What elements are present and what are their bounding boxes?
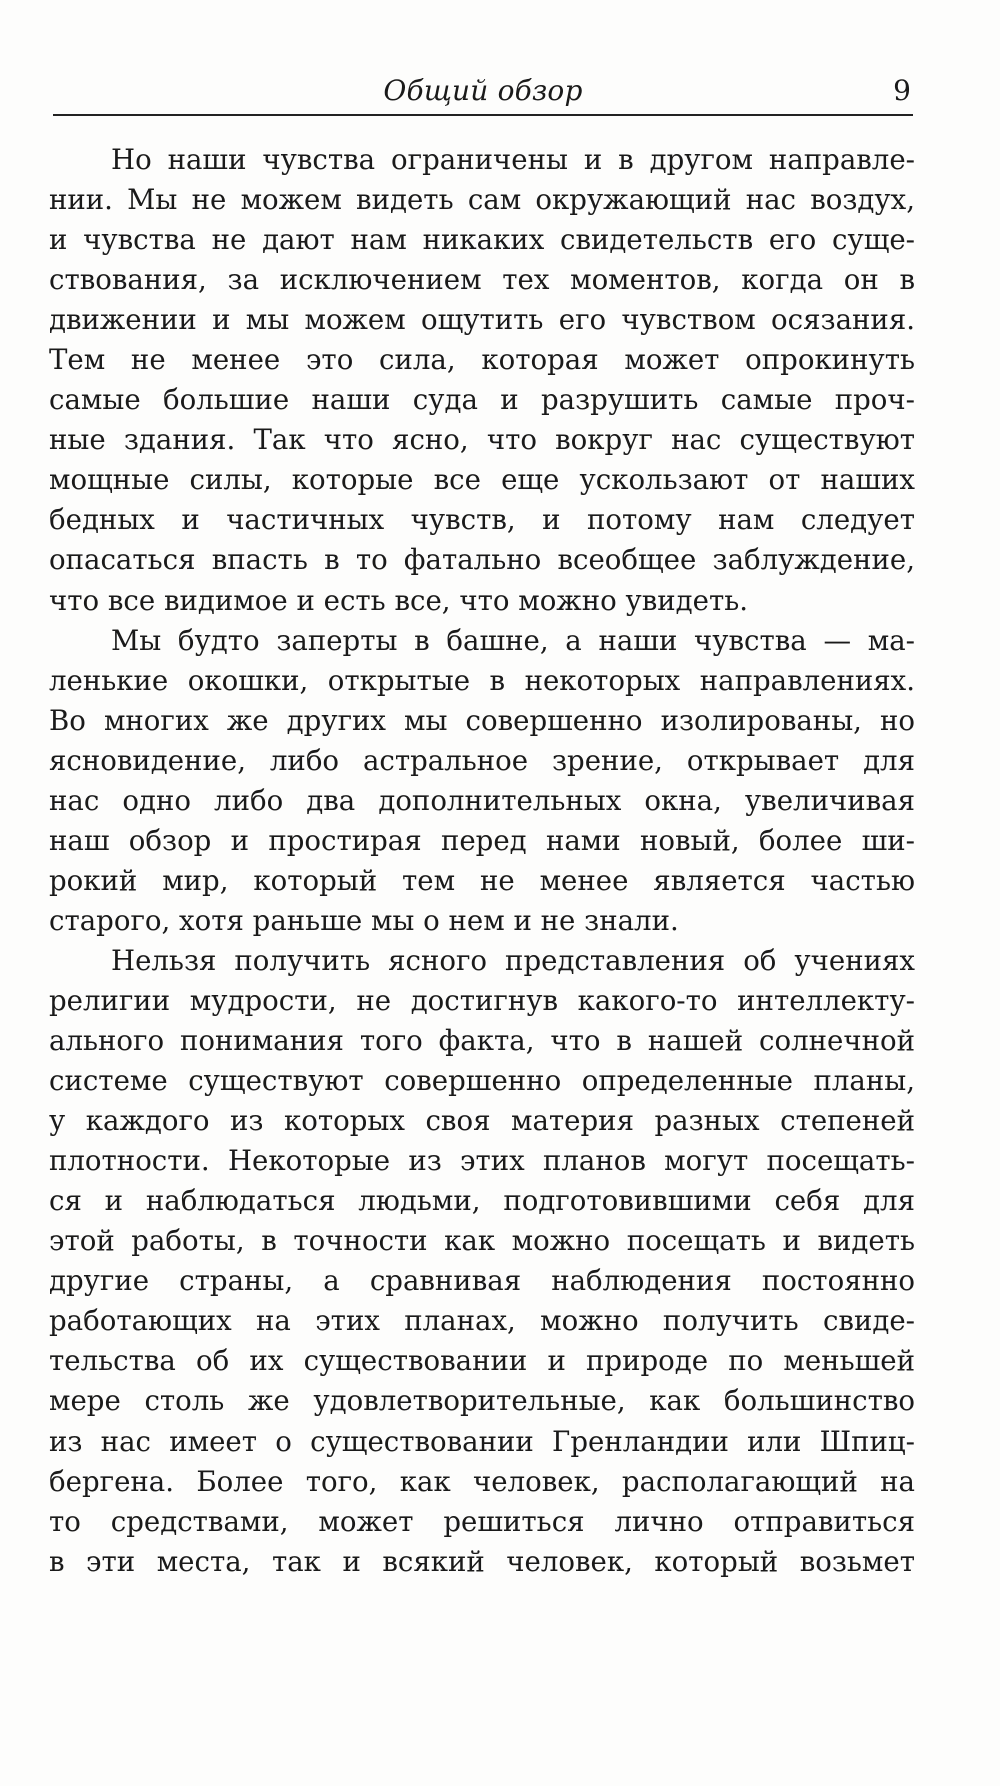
text-line: у каждого из которых своя материя разных степеней [49,1104,915,1138]
text-line: системе существуют совершенно определенные планы, [49,1064,915,1098]
text-line: бедных и частичных чувств, и потому нам следует [49,503,915,537]
text-line: самые большие наши суда и разрушить самые проч- [49,383,915,417]
text-line: нии. Мы не можем видеть сам окружающий нас воздух, [49,183,915,217]
text-line: Во многих же других мы совершенно изолированы, но [49,703,915,737]
text-line: другие страны, а сравнивая наблюдения постоянно [49,1264,915,1298]
text-line: мере столь же удовлетворительные, как большинство [49,1384,915,1418]
text-line: религии мудрости, не достигнув какого-то интеллекту- [49,983,915,1017]
text-line: нас одно либо два дополнительных окна, увеличивая [49,783,915,817]
text-line: то средствами, может решиться лично отправиться [49,1504,915,1538]
text-line: Нельзя получить ясного представления об учениях [111,943,915,977]
text-line: Мы будто заперты в башне, а наши чувства — ма- [111,623,915,657]
text-line: этой работы, в точности как можно посещать и видеть [49,1224,915,1258]
text-line: тельства об их существовании и природе по меньшей [49,1344,915,1378]
page-number: 9 [893,74,911,107]
text-line: ленькие окошки, открытые в некоторых направлениях. [49,663,915,697]
text-line: работающих на этих планах, можно получить свиде- [49,1304,915,1338]
text-line: наш обзор и простирая перед нами новый, более ши- [49,823,915,857]
text-line: старого, хотя раньше мы о нем и не знали. [49,903,679,937]
text-line: ального понимания того факта, что в нашей солнечной [49,1024,915,1058]
paragraph [49,941,915,1582]
text-line: бергена. Более того, как человек, располагающий на [49,1464,915,1498]
text-line: из нас имеет о существовании Гренландии или Шпиц- [49,1424,915,1458]
paragraph [49,140,915,621]
text-line: опасаться впасть в то фатально всеобщее заблуждение, [49,543,915,577]
body-text [49,140,915,1582]
text-line: ся и наблюдаться людьми, подготовившими себя для [49,1184,915,1218]
text-line: рокий мир, который тем не менее является частью [49,863,915,897]
text-line: в эти места, так и всякий человек, который возьмет [49,1544,915,1578]
text-line: что все видимое и есть все, что можно увидеть. [49,583,749,617]
text-line: ствования, за исключением тех моментов, когда он в [49,263,915,297]
text-line: Но наши чувства ограничены и в другом направле- [111,143,915,176]
text-line: Тем не менее это сила, которая может опрокинуть [49,343,915,377]
text-line: и чувства не дают нам никаких свидетельств его суще- [49,223,915,257]
running-title: Общий обзор [383,74,583,107]
text-line: плотности. Некоторые из этих планов могут посещать- [49,1144,915,1178]
running-header [53,70,913,116]
text-line: ясновидение, либо астральное зрение, открывает для [49,743,915,777]
text-line: движении и мы можем ощутить его чувством осязания. [49,303,915,337]
text-line: мощные силы, которые все еще ускользают от наших [49,463,915,497]
paragraph [49,621,915,941]
text-line: ные здания. Так что ясно, что вокруг нас существуют [49,423,915,457]
